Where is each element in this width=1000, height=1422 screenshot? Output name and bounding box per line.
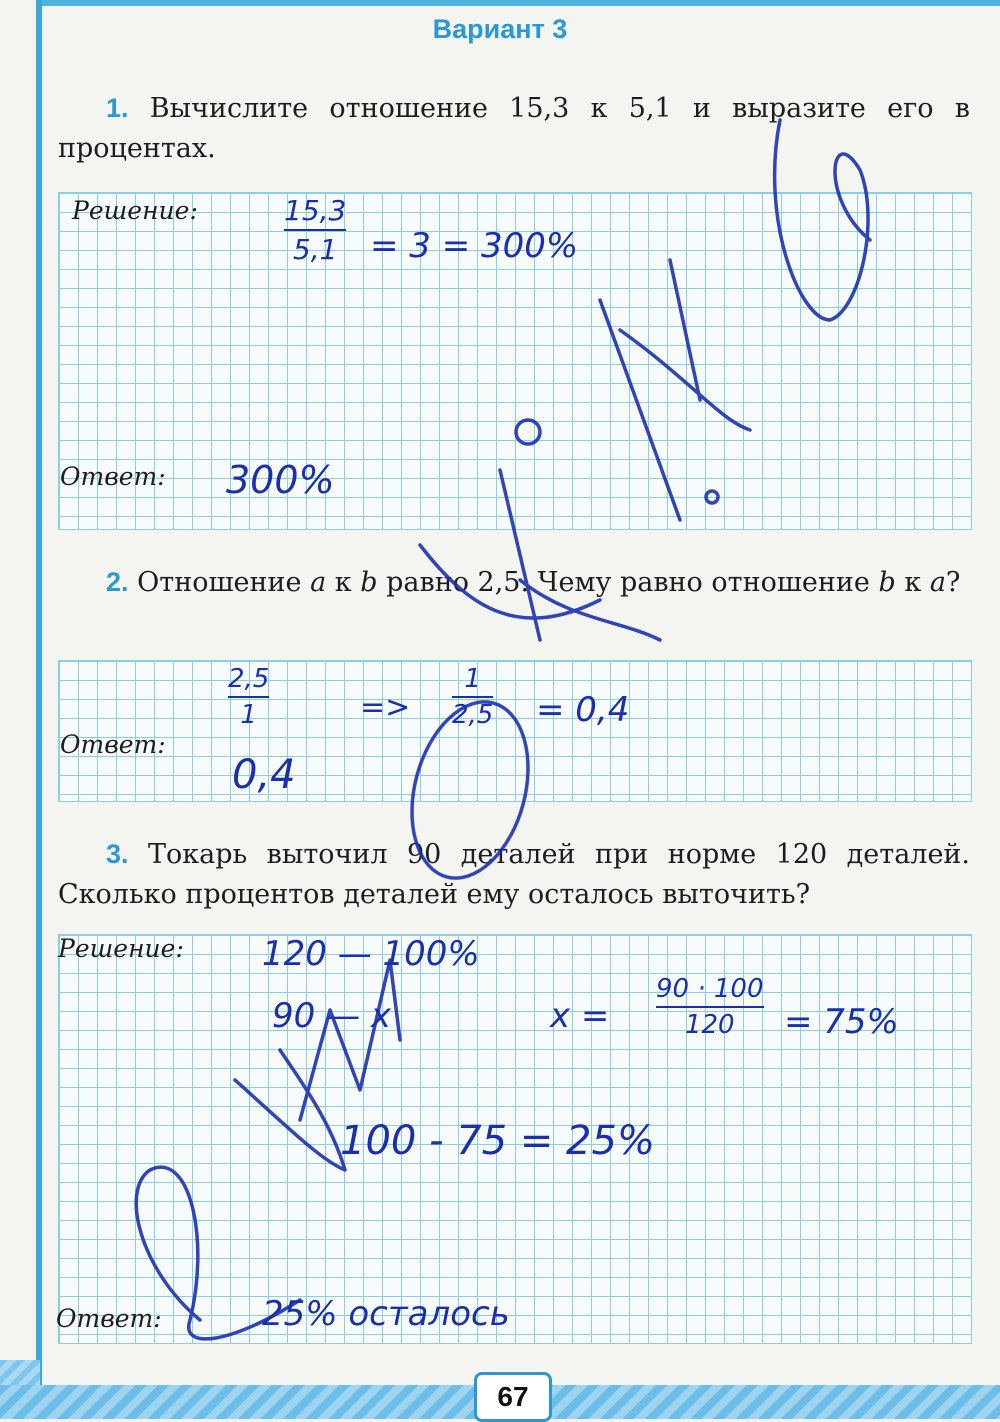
task-1-text xyxy=(58,88,970,169)
fraction-bar xyxy=(228,696,269,698)
task-1-answer-label: Ответ: xyxy=(60,462,166,491)
task-1-answer: 300% xyxy=(226,458,335,502)
fraction-bar xyxy=(284,229,346,231)
task-2-text xyxy=(58,562,970,603)
task-2-var-a2: a xyxy=(929,567,946,598)
task-2-text-b: к xyxy=(326,567,361,598)
task-3-line-1: 120 — 100% xyxy=(262,934,480,974)
task-2-answer-grid[interactable] xyxy=(58,660,972,802)
task-1-equation: = 3 = 300% xyxy=(370,226,579,266)
task-2-var-a: a xyxy=(310,567,327,598)
task-2-arrow: => xyxy=(360,690,411,725)
task-2-text-d: к xyxy=(895,567,930,598)
task-2-frac1-numerator: 2,5 xyxy=(228,664,270,694)
task-3-answer: 25% осталось xyxy=(262,1294,510,1334)
top-border xyxy=(36,0,1000,6)
task-3-frac-numerator: 90 · 100 xyxy=(656,974,764,1004)
fraction-bar xyxy=(452,696,493,698)
task-2-text-a: Отношение xyxy=(137,567,311,598)
task-1-question: Вычислите отношение 15,3 к 5,1 и выразите его в процентах. xyxy=(58,93,970,164)
task-2-text-c: равно 2,5. Чему равно отношение xyxy=(377,567,879,598)
task-2-number: 2. xyxy=(106,567,129,597)
page-number: 67 xyxy=(474,1372,552,1422)
left-border xyxy=(36,0,42,1385)
task-3-number: 3. xyxy=(106,839,129,869)
variant-title: Вариант 3 xyxy=(432,14,568,44)
task-3-answer-label: Ответ: xyxy=(56,1304,162,1333)
task-3-line-2: 90 — x xyxy=(272,996,391,1036)
fraction-bar xyxy=(656,1006,764,1008)
task-3-line-3: 100 - 75 = 25% xyxy=(340,1118,655,1164)
task-1-frac-denominator: 5,1 xyxy=(292,233,338,266)
task-2-fraction-1 xyxy=(228,664,269,730)
task-2-frac2-numerator: 1 xyxy=(464,664,481,694)
task-2-frac1-denominator: 1 xyxy=(240,700,257,730)
task-2-answer: 0,4 xyxy=(232,752,296,798)
task-2-var-b: b xyxy=(360,567,378,598)
task-1-frac-numerator: 15,3 xyxy=(284,194,347,227)
task-3-frac-denominator: 120 xyxy=(684,1010,735,1040)
task-2-var-b2: b xyxy=(878,567,896,598)
task-2-text-e: ? xyxy=(945,567,961,598)
task-3-fraction-result: = 75% xyxy=(784,1002,899,1042)
task-3-text xyxy=(58,834,970,915)
task-1-fraction xyxy=(284,194,346,266)
task-2-fraction-2 xyxy=(452,664,493,730)
task-3-x-equals: x = xyxy=(550,996,610,1036)
task-2-result: = 0,4 xyxy=(536,690,630,730)
task-2-frac2-denominator: 2,5 xyxy=(452,700,494,730)
task-1-solution-label: Решение: xyxy=(72,196,198,225)
task-3-question: Токарь выточил 90 деталей при норме 120 деталей. Сколько процентов деталей ему осталось выточить? xyxy=(58,839,970,910)
task-1-number: 1. xyxy=(106,93,129,123)
task-3-fraction xyxy=(656,974,764,1040)
task-3-solution-label: Решение: xyxy=(58,934,184,963)
task-2-answer-label: Ответ: xyxy=(60,730,166,759)
